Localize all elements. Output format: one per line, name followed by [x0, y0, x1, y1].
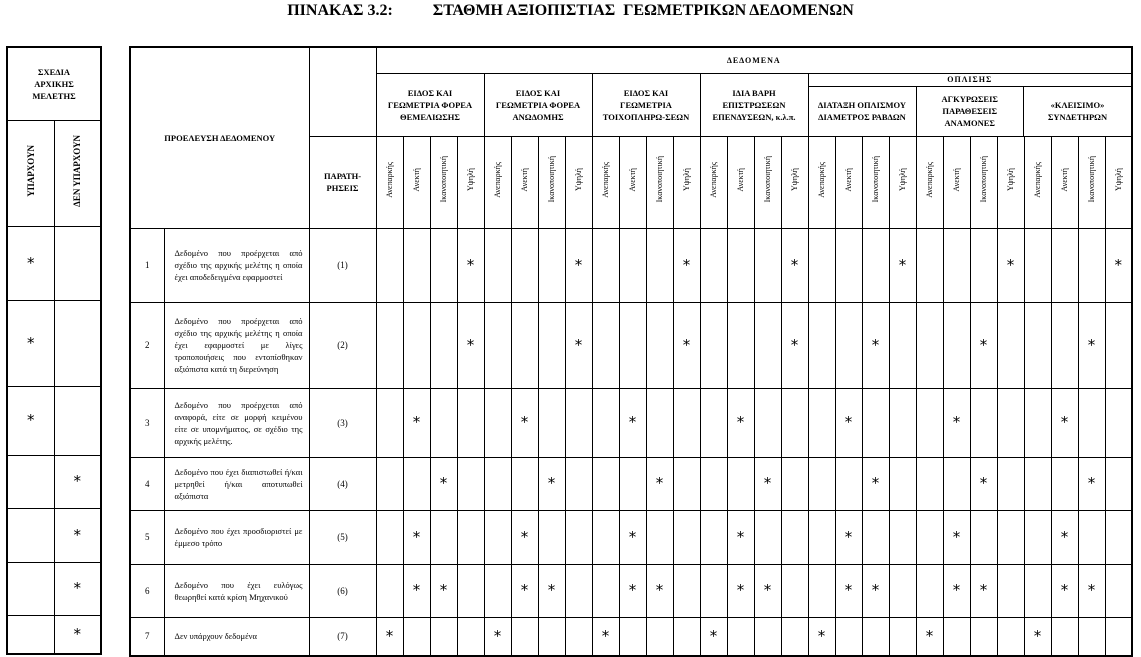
reliability-mark	[1024, 302, 1051, 388]
reliability-mark	[1051, 302, 1078, 388]
reliability-mark	[646, 302, 673, 388]
reliability-mark	[592, 302, 619, 388]
reliability-mark: *	[511, 388, 538, 457]
reliability-mark: *	[970, 564, 997, 617]
reliability-mark	[808, 564, 835, 617]
level-header: Ικανοποιητική	[646, 136, 673, 228]
reliability-mark	[403, 457, 430, 510]
reliability-mark	[916, 388, 943, 457]
reliability-mark	[376, 457, 403, 510]
reliability-mark	[457, 457, 484, 510]
reliability-mark	[862, 617, 889, 656]
reliability-mark	[700, 457, 727, 510]
exist-cell	[7, 455, 54, 508]
reliability-mark: *	[943, 388, 970, 457]
reliability-mark	[592, 388, 619, 457]
group-header: ΕΙΔΟΣ ΚΑΙ ΓΕΩΜΕΤΡΙΑ ΦΟΡΕΑ ΘΕΜΕΛΙΩΣΗΣ	[376, 73, 484, 136]
reliability-mark	[808, 302, 835, 388]
reliability-mark: *	[754, 564, 781, 617]
reliability-mark	[646, 228, 673, 302]
reliability-mark	[862, 510, 889, 564]
reliability-mark	[565, 564, 592, 617]
level-header: Ικανοποιητική	[538, 136, 565, 228]
reliability-mark	[862, 228, 889, 302]
reliability-mark	[781, 510, 808, 564]
table-row	[130, 302, 1132, 388]
remarks-header: ΠΑΡΑΤΗ-ΡΗΣΕΙΣ	[309, 136, 376, 228]
level-header: Ικανοποιητική	[754, 136, 781, 228]
group-header: ΕΙΔΟΣ ΚΑΙ ΓΕΩΜΕΤΡΙΑ ΦΟΡΕΑ ΑΝΩΔΟΜΗΣ	[484, 73, 592, 136]
table-row	[130, 564, 1132, 617]
group-header: ΙΔΙΑ ΒΑΡΗ ΕΠΙΣΤΡΩΣΕΩΝ ΕΠΕΝΔΥΣΕΩΝ, κ.λ.π.	[700, 73, 808, 136]
reliability-mark	[997, 457, 1024, 510]
reliability-mark	[1105, 510, 1132, 564]
reliability-mark	[592, 510, 619, 564]
exist-header: ΥΠΑΡΧΟΥΝ	[7, 120, 54, 226]
reliability-mark	[970, 617, 997, 656]
reliability-mark: *	[943, 510, 970, 564]
reliability-mark	[538, 302, 565, 388]
reliability-mark	[538, 510, 565, 564]
reliability-mark	[1078, 388, 1105, 457]
reliability-mark	[673, 617, 700, 656]
reliability-mark	[430, 228, 457, 302]
reliability-mark	[1024, 564, 1051, 617]
reliability-mark: *	[1078, 302, 1105, 388]
reliability-mark: *	[970, 302, 997, 388]
reliability-mark	[781, 564, 808, 617]
reliability-mark	[565, 457, 592, 510]
reliability-mark	[403, 302, 430, 388]
table-row	[130, 510, 1132, 564]
reliability-mark: *	[727, 510, 754, 564]
reliability-mark	[1024, 228, 1051, 302]
reliability-mark	[997, 564, 1024, 617]
table-row	[7, 300, 101, 386]
reliability-mark	[619, 617, 646, 656]
row-number: 4	[130, 457, 164, 510]
level-header: Ανεκτή	[403, 136, 430, 228]
reliability-mark: *	[808, 617, 835, 656]
page-title: ΠΙΝΑΚΑΣ 3.2: ΣΤΑΘΜΗ ΑΞΙΟΠΙΣΤΙΑΣ ΓΕΩΜΕΤΡΙΚΩΝ ΔΕΔΟΜΕΝΩΝ	[287, 2, 854, 19]
reliability-mark	[430, 510, 457, 564]
origin-description: Δεν υπάρχουν δεδομένα	[164, 617, 309, 656]
reliability-mark	[970, 388, 997, 457]
level-header: Ανεκτή	[943, 136, 970, 228]
reliability-mark	[889, 617, 916, 656]
reliability-mark	[511, 302, 538, 388]
reliability-mark: *	[673, 228, 700, 302]
reliability-mark: *	[835, 510, 862, 564]
reliability-mark: *	[403, 564, 430, 617]
reliability-mark	[916, 457, 943, 510]
reliability-mark	[673, 388, 700, 457]
original-drawings-table	[6, 46, 102, 655]
reliability-mark	[457, 388, 484, 457]
reliability-mark	[997, 617, 1024, 656]
table-row	[130, 457, 1132, 510]
level-header: Υψηλή	[889, 136, 916, 228]
reliability-mark	[943, 457, 970, 510]
origin-description: Δεδομένο που προέρχεται από αναφορά, είτε σε μορφή κειμένου είτε σε υπομνήματος, σε σχέδιο της αρχικής μελέτης.	[164, 388, 309, 457]
level-header: Ικανοποιητική	[862, 136, 889, 228]
table-row	[7, 226, 101, 300]
reliability-mark	[700, 510, 727, 564]
reliability-mark	[430, 302, 457, 388]
reliability-mark	[1051, 617, 1078, 656]
reliability-mark	[1078, 228, 1105, 302]
reliability-mark: *	[511, 510, 538, 564]
reliability-mark: *	[781, 228, 808, 302]
row-number: 6	[130, 564, 164, 617]
not-exist-cell	[54, 300, 101, 386]
reliability-mark	[565, 617, 592, 656]
origin-description: Δεδομένο που έχει προσδιοριστεί με έμμεσο τρόπο	[164, 510, 309, 564]
reliability-mark: *	[457, 302, 484, 388]
level-header: Ικανοποιητική	[1078, 136, 1105, 228]
reliability-mark	[808, 388, 835, 457]
reliability-mark: *	[1024, 617, 1051, 656]
reliability-mark	[619, 302, 646, 388]
reliability-mark	[943, 228, 970, 302]
reliability-mark	[403, 617, 430, 656]
reliability-mark: *	[673, 302, 700, 388]
level-header: Ικανοποιητική	[430, 136, 457, 228]
reliability-mark	[673, 564, 700, 617]
level-header: Υψηλή	[565, 136, 592, 228]
reliability-mark	[808, 457, 835, 510]
level-header: Ανεκτή	[835, 136, 862, 228]
reliability-mark	[565, 510, 592, 564]
reliability-mark: *	[403, 510, 430, 564]
reliability-mark	[754, 510, 781, 564]
reliability-mark: *	[511, 564, 538, 617]
reliability-mark	[619, 228, 646, 302]
reliability-mark: *	[1051, 564, 1078, 617]
reliability-mark	[484, 457, 511, 510]
reliability-mark	[700, 302, 727, 388]
level-header: Ανεπαρκής	[916, 136, 943, 228]
level-header: Ανεκτή	[1051, 136, 1078, 228]
reliability-mark	[484, 302, 511, 388]
row-number: 2	[130, 302, 164, 388]
reliability-mark	[835, 457, 862, 510]
reliability-mark	[754, 302, 781, 388]
table-row	[7, 508, 101, 562]
reliability-mark: *	[538, 564, 565, 617]
exist-cell	[7, 615, 54, 654]
table-row	[7, 455, 101, 508]
level-header: Ανεπαρκής	[808, 136, 835, 228]
origin-description: Δεδομένο που προέρχεται από σχέδιο της αρχικής μελέτης η οποία έχει εφαρμοστεί με λίγες τροποποιήσεις που εντοπίσθηκαν αξιόπιστα κατά τη διερεύνηση	[164, 302, 309, 388]
origin-description: Δεδομένο που έχει διαπιστωθεί ή/και μετρηθεί ή/και αποτυπωθεί αξιόπιστα	[164, 457, 309, 510]
reliability-mark: *	[592, 617, 619, 656]
reliability-mark	[1078, 617, 1105, 656]
table-row	[130, 617, 1132, 656]
reliability-mark	[592, 228, 619, 302]
reliability-mark	[727, 228, 754, 302]
reliability-mark	[835, 302, 862, 388]
not-exist-cell: *	[54, 508, 101, 562]
level-header: Υψηλή	[781, 136, 808, 228]
reliability-mark	[997, 388, 1024, 457]
level-header: Υψηλή	[1105, 136, 1132, 228]
level-header: Ανεπαρκής	[1024, 136, 1051, 228]
reliability-mark	[538, 228, 565, 302]
reliability-mark: *	[862, 564, 889, 617]
reliability-mark	[889, 388, 916, 457]
exist-cell	[7, 508, 54, 562]
reliability-mark	[835, 617, 862, 656]
exist-cell: *	[7, 300, 54, 386]
remark-cell: (6)	[309, 564, 376, 617]
reliability-mark: *	[1078, 564, 1105, 617]
reliability-mark: *	[619, 510, 646, 564]
reliability-mark: *	[565, 228, 592, 302]
reliability-mark	[727, 457, 754, 510]
reliability-mark	[538, 617, 565, 656]
reliability-mark	[700, 388, 727, 457]
origin-header: ΠΡΟΕΛΕΥΣΗ ΔΕΔΟΜΕΝΟΥ	[130, 47, 309, 228]
reliability-mark	[376, 510, 403, 564]
reliability-mark	[781, 617, 808, 656]
row-number: 1	[130, 228, 164, 302]
reliability-mark	[673, 457, 700, 510]
reliability-mark	[997, 302, 1024, 388]
reliability-mark	[889, 457, 916, 510]
reliability-mark	[511, 228, 538, 302]
reliability-mark	[376, 564, 403, 617]
reliability-mark	[1024, 510, 1051, 564]
not-exist-cell: *	[54, 455, 101, 508]
reliability-mark	[916, 510, 943, 564]
reliability-mark: *	[943, 564, 970, 617]
reliability-mark	[457, 617, 484, 656]
reliability-mark: *	[1078, 457, 1105, 510]
reliability-mark: *	[727, 388, 754, 457]
table-row	[7, 615, 101, 654]
reliability-mark	[1105, 564, 1132, 617]
reliability-mark	[484, 228, 511, 302]
reliability-mark	[889, 564, 916, 617]
reliability-mark	[484, 510, 511, 564]
reliability-mark: *	[1051, 510, 1078, 564]
reliability-mark	[700, 228, 727, 302]
level-header: Υψηλή	[997, 136, 1024, 228]
reliability-mark	[457, 564, 484, 617]
reliability-mark	[1105, 388, 1132, 457]
remark-cell: (4)	[309, 457, 376, 510]
not-exist-cell: *	[54, 615, 101, 654]
remark-cell: (1)	[309, 228, 376, 302]
level-header: Ανεκτή	[511, 136, 538, 228]
reliability-mark	[943, 617, 970, 656]
reliability-mark: *	[970, 457, 997, 510]
row-number: 7	[130, 617, 164, 656]
reliability-mark	[808, 228, 835, 302]
reliability-mark	[781, 457, 808, 510]
reliability-mark	[727, 617, 754, 656]
reliability-mark	[430, 388, 457, 457]
level-header: Υψηλή	[457, 136, 484, 228]
row-number: 5	[130, 510, 164, 564]
remarks-spacer	[309, 47, 376, 136]
reliability-mark: *	[430, 564, 457, 617]
not-exist-header: ΔΕΝ ΥΠΑΡΧΟΥΝ	[54, 120, 101, 226]
level-header: Ανεπαρκής	[700, 136, 727, 228]
reliability-mark: *	[484, 617, 511, 656]
reliability-mark	[376, 302, 403, 388]
table-row	[130, 388, 1132, 457]
reliability-mark: *	[376, 617, 403, 656]
not-exist-cell: *	[54, 562, 101, 615]
reliability-mark	[673, 510, 700, 564]
reliability-mark	[1051, 457, 1078, 510]
reliability-mark	[727, 302, 754, 388]
level-header: Ικανοποιητική	[970, 136, 997, 228]
reliability-mark: *	[646, 564, 673, 617]
reliability-mark: *	[754, 457, 781, 510]
reliability-mark: *	[997, 228, 1024, 302]
reliability-mark	[430, 617, 457, 656]
table-row	[7, 562, 101, 615]
not-exist-cell	[54, 226, 101, 300]
reliability-mark	[754, 228, 781, 302]
reliability-mark: *	[727, 564, 754, 617]
reliability-mark: *	[916, 617, 943, 656]
reliability-mark	[808, 510, 835, 564]
exist-cell: *	[7, 226, 54, 300]
group-header: «ΚΛΕΙΣΙΜΟ» ΣΥΝΔΕΤΗΡΩΝ	[1047, 100, 1108, 123]
reliability-mark	[376, 388, 403, 457]
exist-cell	[7, 562, 54, 615]
reliability-mark	[1078, 510, 1105, 564]
reinforcement-group	[808, 73, 1132, 136]
reliability-mark	[565, 388, 592, 457]
reliability-mark: *	[781, 302, 808, 388]
reliability-mark	[943, 302, 970, 388]
group-header: ΕΙΔΟΣ ΚΑΙ ΓΕΩΜΕΤΡΙΑ ΤΟΙΧΟΠΛΗΡΩ-ΣΕΩΝ	[592, 73, 700, 136]
reliability-mark	[376, 228, 403, 302]
level-header: Ανεκτή	[619, 136, 646, 228]
reliability-mark	[403, 228, 430, 302]
reinforcement-header: ΟΠΛΙΣΗΣ	[809, 74, 1132, 87]
reliability-mark	[700, 564, 727, 617]
reliability-mark	[889, 302, 916, 388]
origin-description: Δεδομένο που προέρχεται από σχέδιο της αρχικής μελέτης η οποία έχει αποδεδειγμένα εφαρμοστεί	[164, 228, 309, 302]
reliability-mark	[835, 228, 862, 302]
level-header: Ανεκτή	[727, 136, 754, 228]
reliability-mark	[889, 510, 916, 564]
reliability-mark: *	[403, 388, 430, 457]
reliability-mark	[916, 564, 943, 617]
reliability-mark	[484, 388, 511, 457]
level-header: Ανεπαρκής	[376, 136, 403, 228]
reliability-mark: *	[565, 302, 592, 388]
reliability-mark	[646, 617, 673, 656]
reliability-mark	[1105, 457, 1132, 510]
reliability-mark	[511, 457, 538, 510]
row-number: 3	[130, 388, 164, 457]
reliability-mark	[970, 510, 997, 564]
reliability-mark: *	[1051, 388, 1078, 457]
not-exist-cell	[54, 386, 101, 455]
reliability-mark: *	[619, 388, 646, 457]
reliability-mark	[646, 388, 673, 457]
reliability-mark: *	[646, 457, 673, 510]
remark-cell: (7)	[309, 617, 376, 656]
reliability-mark	[646, 510, 673, 564]
reliability-mark	[781, 388, 808, 457]
table-row	[7, 386, 101, 455]
reliability-mark	[754, 617, 781, 656]
reliability-mark	[997, 510, 1024, 564]
reliability-mark	[484, 564, 511, 617]
reliability-mark: *	[619, 564, 646, 617]
reliability-mark: *	[889, 228, 916, 302]
reliability-mark: *	[457, 228, 484, 302]
level-header: Ανεπαρκής	[592, 136, 619, 228]
remark-cell: (3)	[309, 388, 376, 457]
reliability-mark	[916, 228, 943, 302]
reliability-mark	[1051, 228, 1078, 302]
reliability-mark	[862, 388, 889, 457]
reliability-mark	[592, 457, 619, 510]
reliability-mark	[1105, 617, 1132, 656]
reliability-mark	[916, 302, 943, 388]
exist-cell: *	[7, 386, 54, 455]
reliability-mark: *	[862, 302, 889, 388]
reliability-mark	[592, 564, 619, 617]
origin-description: Δεδομένο που έχει ευλόγως θεωρηθεί κατά κρίση Μηχανικού	[164, 564, 309, 617]
reliability-mark	[1105, 302, 1132, 388]
reliability-mark: *	[1105, 228, 1132, 302]
level-header: Ανεπαρκής	[484, 136, 511, 228]
table-row	[130, 228, 1132, 302]
reliability-mark: *	[835, 564, 862, 617]
reliability-mark	[538, 388, 565, 457]
reliability-mark: *	[700, 617, 727, 656]
data-header: ΔΕΔΟΜΕΝΑ	[376, 47, 1132, 73]
reliability-mark: *	[862, 457, 889, 510]
reliability-mark: *	[835, 388, 862, 457]
reliability-mark	[457, 510, 484, 564]
remark-cell: (2)	[309, 302, 376, 388]
group-header: ΔΙΑΤΑΞΗ ΟΠΛΙΣΜΟΥ ΔΙΑΜΕΤΡΟΣ ΡΑΒΔΩΝ	[809, 87, 917, 136]
level-header: Υψηλή	[673, 136, 700, 228]
remark-cell: (5)	[309, 510, 376, 564]
group-header: ΑΓΚΥΡΩΣΕΙΣ ΠΑΡΑΘΕΣΕΙΣ ΑΝΑΜΟΝΕΣ	[916, 87, 1024, 136]
reliability-mark	[1024, 388, 1051, 457]
reliability-mark	[970, 228, 997, 302]
data-reliability-table	[129, 46, 1133, 657]
reliability-mark	[511, 617, 538, 656]
reliability-mark	[754, 388, 781, 457]
reliability-mark	[1024, 457, 1051, 510]
reliability-mark	[619, 457, 646, 510]
reliability-mark: *	[430, 457, 457, 510]
original-drawings-header: ΣΧΕΔΙΑ ΑΡΧΙΚΗΣ ΜΕΛΕΤΗΣ	[7, 47, 101, 120]
reliability-mark: *	[538, 457, 565, 510]
